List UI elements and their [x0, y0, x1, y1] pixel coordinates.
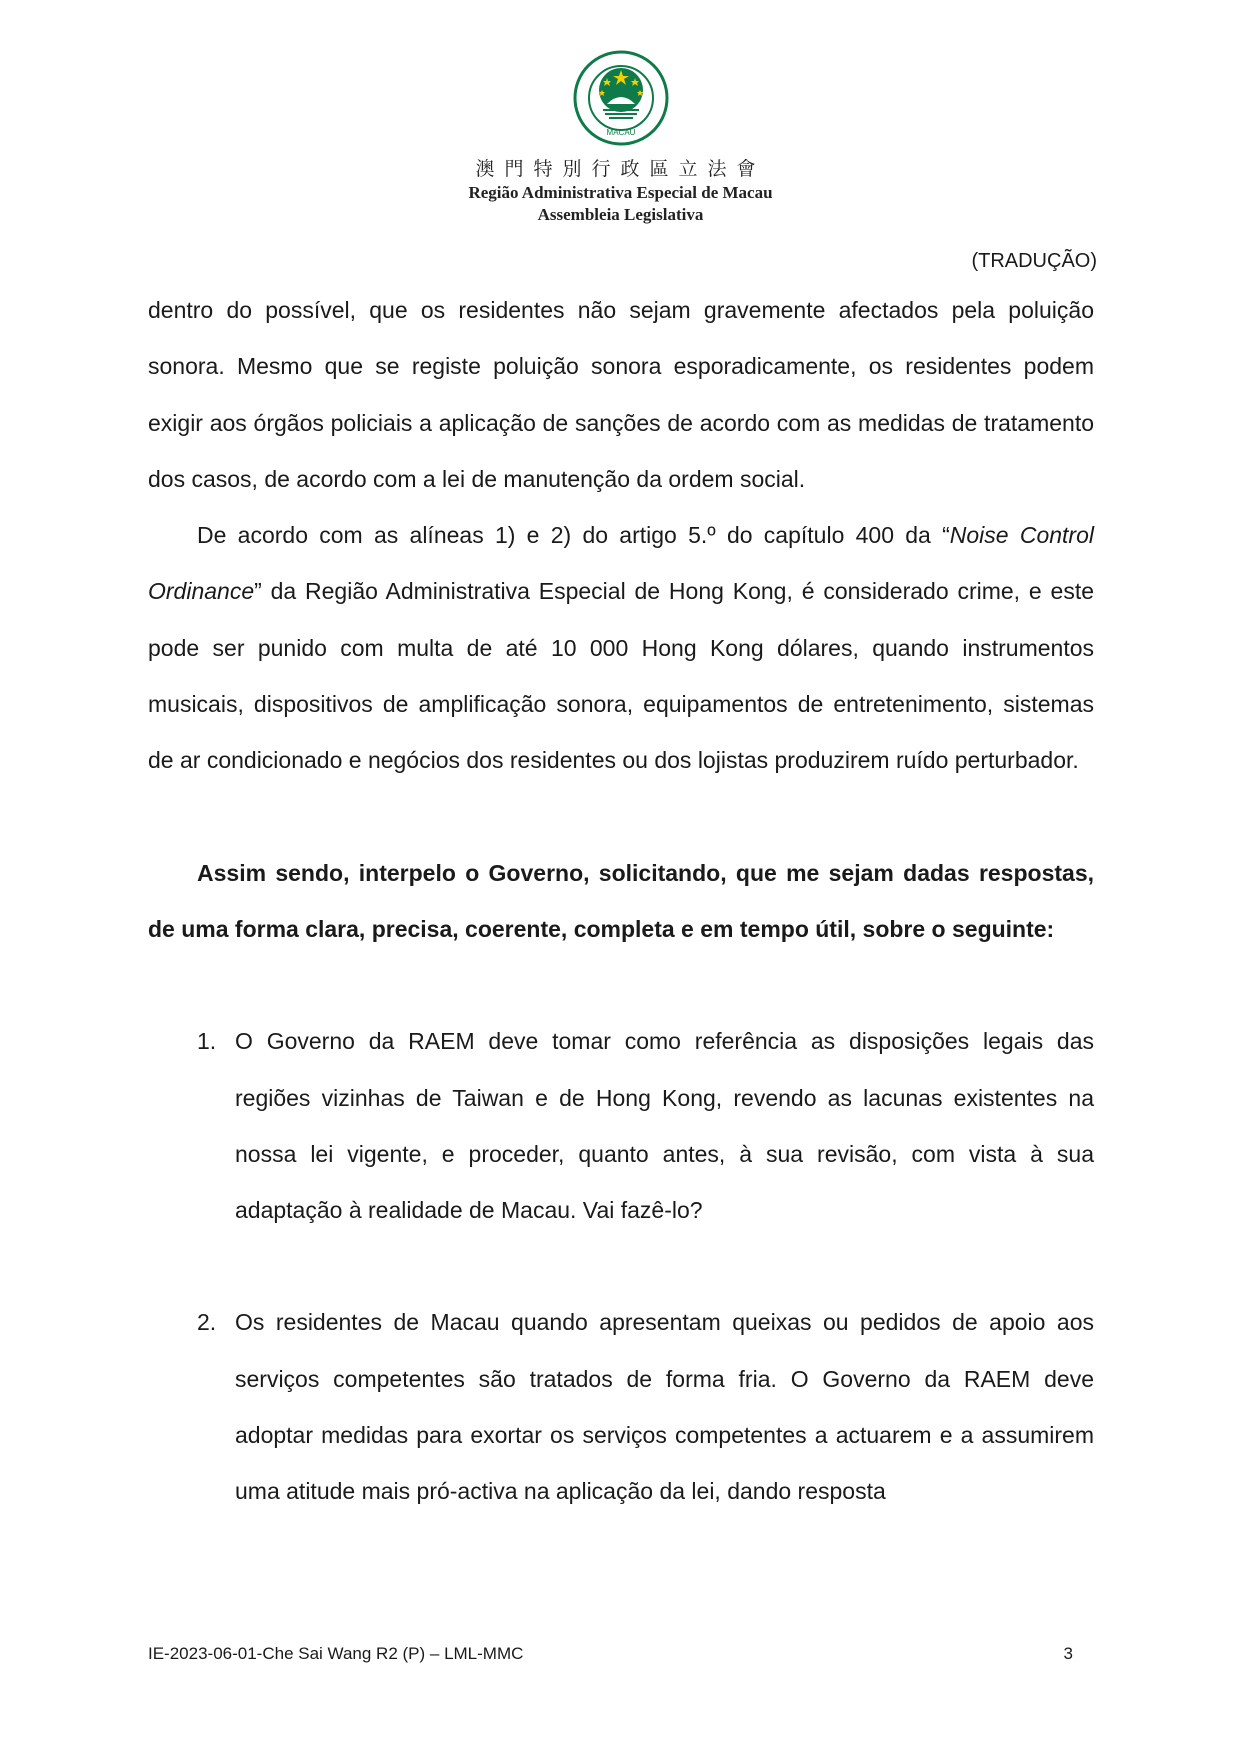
paragraph-2-start: De acordo com as alíneas 1) e 2) do artigo 5.º do capítulo 400 da “	[197, 522, 950, 549]
ordinance-title: Noise Control Ordinance	[148, 522, 1094, 605]
paragraph-1: dentro do possível, que os residentes não sejam gravemente afectados pela poluição sonora. Mesmo que se registe poluição sonora esporadicamente, os residentes podem exigir aos órgãos policiais a aplicação de sanções de acordo com as medidas de tratamento dos casos, de acordo com a lei de manutenção da ordem social.	[148, 297, 1094, 492]
chinese-title: 澳門特別行政區立法會	[475, 158, 766, 180]
question-1-text: O Governo da RAEM deve tomar como referência as disposições legais das regiões vizinhas de Taiwan e de Hong Kong, revendo as lacunas existentes na nossa lei vigente, e proceder, quanto antes, à sua revisão, com vista à sua adaptação à realidade de Macau. Vai fazê-lo?	[235, 1028, 1094, 1224]
question-1	[148, 1013, 1094, 1238]
macau-emblem-icon	[573, 50, 669, 146]
emblem-text: MACAU	[606, 128, 636, 137]
question-2-number: 2.	[197, 1309, 217, 1336]
paragraph-2-end: ” da Região Administrativa Especial de Hong Kong, é considerado crime, e este pode ser punido com multa de até 10 000 Hong Kong dólares, quando instrumentos musicais, dispositivos de amplificação sonora, equipamentos de entretenimento, sistemas de ar condicionado e negócios dos residentes ou dos lojistas produzirem ruído perturbador.	[148, 578, 1094, 774]
question-2-text: Os residentes de Macau quando apresentam queixas ou pedidos de apoio aos serviços competentes são tratados de forma fria. O Governo da RAEM deve adoptar medidas para exortar os serviços competentes a actuarem e a assumirem uma atitude mais pró-activa na aplicação da lei, dando resposta	[235, 1309, 1094, 1505]
footer-reference: IE-2023-06-01-Che Sai Wang R2 (P) – LML-MMC	[148, 1644, 524, 1663]
question-2	[148, 1294, 1094, 1519]
document-body	[148, 282, 1094, 1520]
question-1-number: 1.	[197, 1028, 217, 1055]
assembly-title: Assembleia Legislativa	[537, 205, 704, 224]
interpellation-intro: Assim sendo, interpelo o Governo, solicitando, que me sejam dadas respostas, de uma forma clara, precisa, coerente, completa e em tempo útil, sobre o seguinte:	[148, 859, 1094, 942]
page-number: 3	[1063, 1644, 1073, 1663]
region-title: Região Administrativa Especial de Macau	[468, 183, 773, 202]
paragraph-2	[148, 507, 1094, 788]
translation-note: (TRADUÇÃO)	[971, 250, 1097, 272]
